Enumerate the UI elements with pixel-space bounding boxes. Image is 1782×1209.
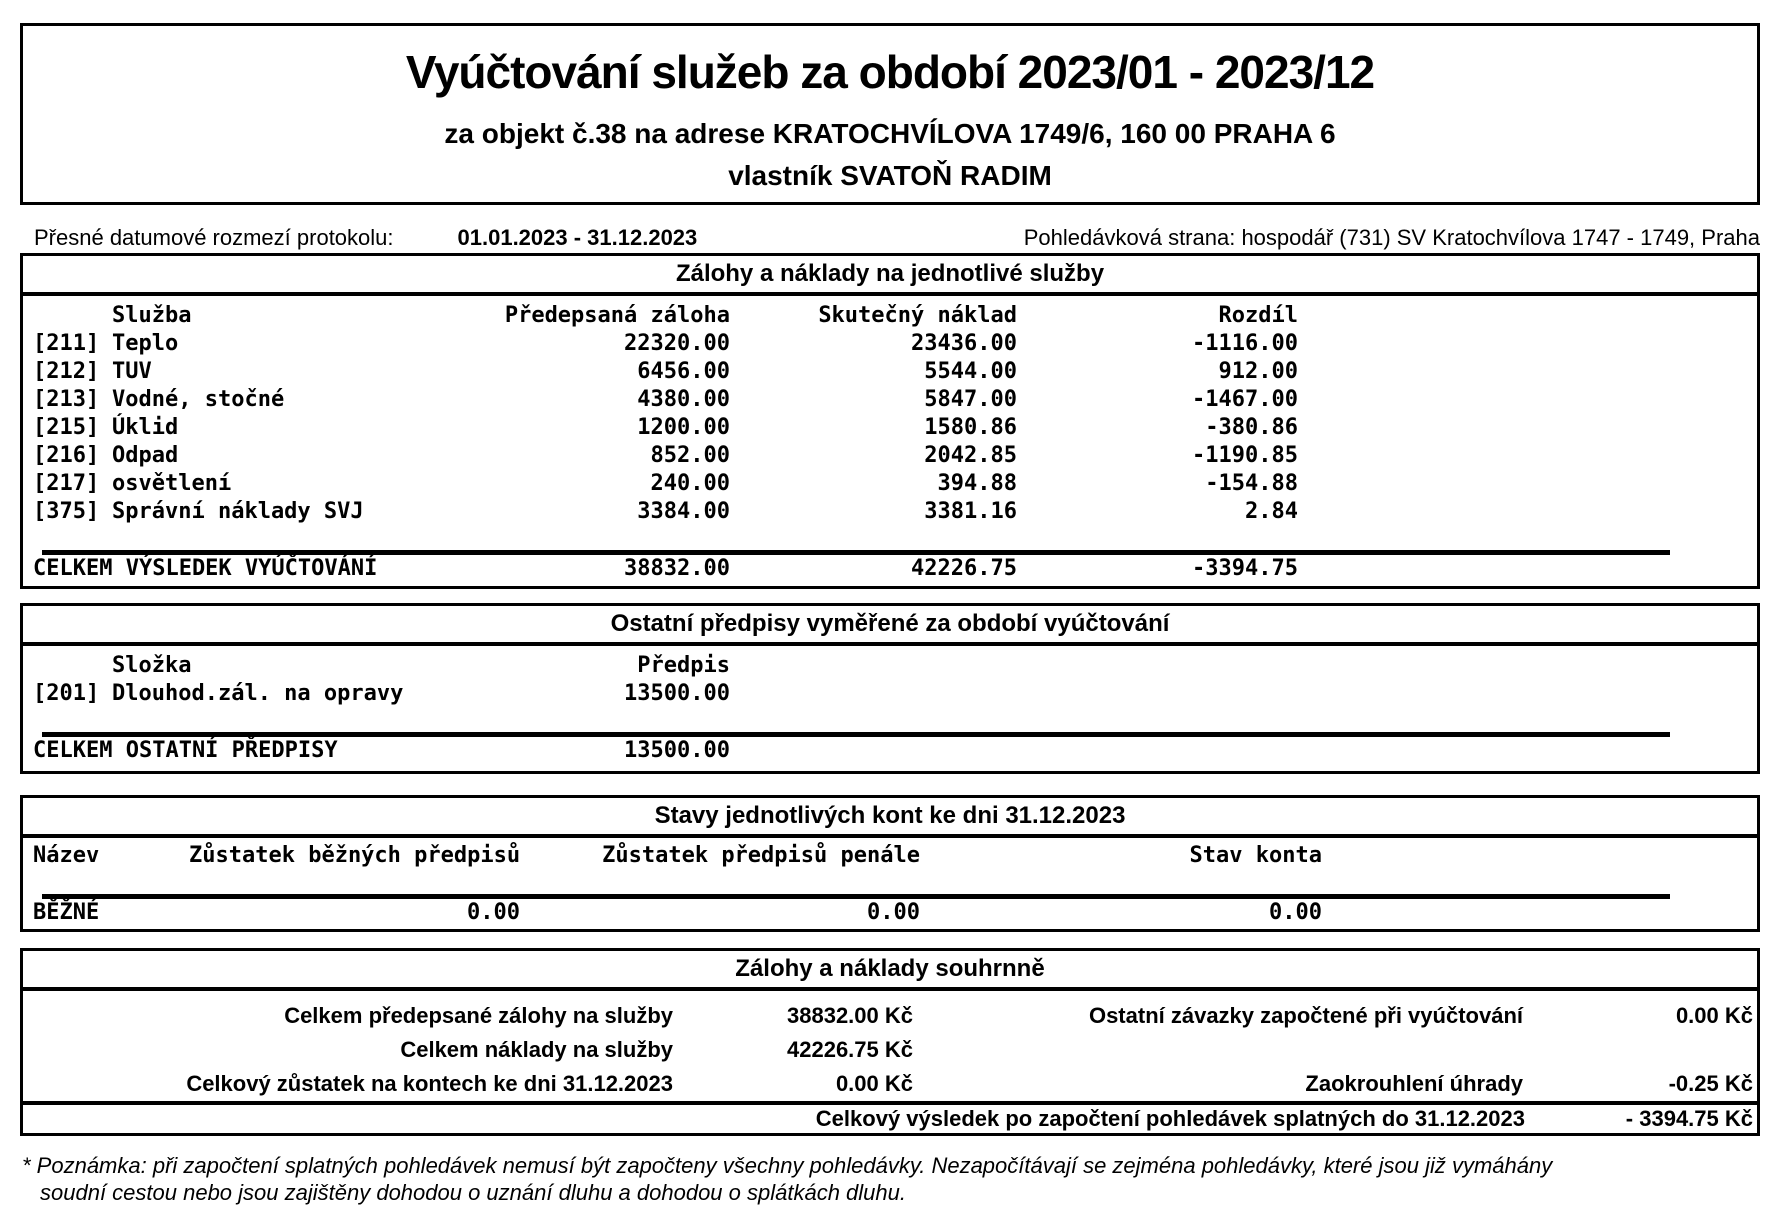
services-section-title: Zálohy a náklady na jednotlivé služby [23, 256, 1757, 296]
service-name: Vodné, stočné [112, 387, 285, 412]
services-total-label: CELKEM VÝSLEDEK VYÚČTOVÁNÍ [33, 556, 378, 581]
column-header-balance-regular: Zůstatek běžných předpisů [189, 843, 521, 868]
service-name-cell [33, 442, 433, 470]
other-charges-total-label: CELKEM OSTATNÍ PŘEDPISY [33, 738, 338, 763]
service-cost: 5847.00 [924, 387, 1017, 412]
accounts-section [20, 795, 1760, 932]
summary-left-label: Celkový zůstatek na kontech ke dni 31.12.2023 [186, 1071, 673, 1096]
service-row [33, 330, 1747, 358]
services-total-diff: -3394.75 [1192, 556, 1298, 581]
charge-amount: 13500.00 [624, 681, 730, 706]
summary-right-label: Zaokrouhlení úhrady [1305, 1071, 1523, 1096]
service-advance: 4380.00 [637, 387, 730, 412]
other-charges-header-row [33, 652, 1747, 680]
column-header-name: Název [33, 843, 100, 868]
service-name-cell [33, 414, 433, 442]
service-code: [215] [33, 415, 100, 440]
other-charges-section-title: Ostatní předpisy vyměřené za období vyúčtování [23, 606, 1757, 646]
charge-name: Dlouhod.zál. na opravy [112, 681, 404, 706]
accounts-header-row [33, 842, 1747, 870]
account-balance-penalty: 0.00 [867, 900, 920, 925]
service-advance: 3384.00 [637, 499, 730, 524]
service-code: [212] [33, 359, 100, 384]
services-rows [33, 330, 1747, 526]
service-advance: 1200.00 [637, 415, 730, 440]
summary-right-value: 0.00 Kč [1675, 1003, 1753, 1028]
date-range-label: Přesné datumové rozmezí protokolu: [34, 225, 394, 250]
services-header-row [33, 302, 1747, 330]
service-row [33, 442, 1747, 470]
charge-name-cell [33, 680, 433, 708]
column-header-cost: Skutečný náklad [818, 303, 1017, 328]
document-title: Vyúčtování služeb za období 2023/01 - 2023/12 [405, 46, 1375, 98]
column-header-service: Služba [112, 303, 192, 328]
summary-right-value [1523, 1033, 1757, 1067]
summary-right-label [913, 1033, 1523, 1067]
protocol-meta-row [20, 224, 1760, 252]
date-range-value: 01.01.2023 - 31.12.2023 [457, 225, 698, 250]
service-name-cell [33, 358, 433, 386]
owner-subtitle: vlastník SVATOŇ RADIM [728, 160, 1052, 191]
column-header-component: Složka [112, 653, 192, 678]
summary-left-value: 42226.75 Kč [787, 1037, 913, 1062]
accounts-row [33, 899, 1747, 927]
summary-final-value: - 3394.75 Kč [1625, 1106, 1753, 1131]
summary-right-value: -0.25 Kč [1668, 1071, 1753, 1096]
summary-left-label: Celkem náklady na služby [400, 1037, 673, 1062]
service-cost: 23436.00 [911, 331, 1017, 356]
summary-final-label: Celkový výsledek po započtení pohledávek splatných do 31.12.2023 [815, 1106, 1525, 1131]
accounts-section-title: Stavy jednotlivých kont ke dni 31.12.2023 [23, 798, 1757, 838]
footnote-line-1: * Poznámka: při započtení splatných pohledávek nemusí být započteny všechny pohledávky. Nezapočítávají se zejména pohledávky, které jsou již vymáhány [22, 1153, 1553, 1178]
services-total-advance: 38832.00 [624, 556, 730, 581]
summary-final-row [23, 1101, 1757, 1133]
service-name-cell [33, 386, 433, 414]
service-diff: -1467.00 [1192, 387, 1298, 412]
service-row [33, 386, 1747, 414]
summary-right-label: Ostatní závazky započtené při vyúčtování [1088, 1003, 1523, 1028]
service-name-cell [33, 470, 433, 498]
service-code: [211] [33, 331, 100, 356]
service-advance: 22320.00 [624, 331, 730, 356]
service-advance: 6456.00 [637, 359, 730, 384]
service-name: TUV [112, 359, 152, 384]
service-name-cell [33, 330, 433, 358]
column-header-account-state: Stav konta [1189, 843, 1322, 868]
service-code: [213] [33, 387, 100, 412]
services-total-cost: 42226.75 [911, 556, 1017, 581]
service-row [33, 414, 1747, 442]
footnote-line-2: soudní cestou nebo jsou zajištěny dohodou o uznání dluhu a dohodou o splátkách dluhu. [40, 1180, 906, 1205]
service-name: Správní náklady SVJ [112, 499, 364, 524]
service-cost: 3381.16 [924, 499, 1017, 524]
service-code: [217] [33, 471, 100, 496]
charge-code: [201] [33, 681, 100, 706]
service-diff: 912.00 [1218, 359, 1298, 384]
summary-section [20, 948, 1760, 1136]
service-cost: 5544.00 [924, 359, 1017, 384]
column-header-diff: Rozdíl [1218, 303, 1298, 328]
column-header-advance: Předepsaná záloha [504, 303, 730, 328]
service-code: [216] [33, 443, 100, 468]
service-name-cell [33, 498, 433, 526]
column-header-balance-penalty: Zůstatek předpisů penále [602, 843, 920, 868]
service-advance: 852.00 [650, 443, 730, 468]
other-charges-table [23, 646, 1757, 765]
summary-left-value: 38832.00 Kč [787, 1003, 913, 1028]
service-diff: -1116.00 [1192, 331, 1298, 356]
summary-rows [23, 991, 1757, 1101]
other-charges-row [33, 680, 1747, 708]
service-name: Teplo [112, 331, 179, 356]
title-box [20, 23, 1760, 205]
summary-left-value: 0.00 Kč [835, 1071, 913, 1096]
service-row [33, 358, 1747, 386]
summary-section-title: Zálohy a náklady souhrnně [23, 951, 1757, 991]
service-code: [375] [33, 499, 100, 524]
other-charges-total-amount: 13500.00 [624, 738, 730, 763]
account-balance-regular: 0.00 [467, 900, 520, 925]
service-name: osvětlení [112, 471, 232, 496]
service-diff: -380.86 [1205, 415, 1298, 440]
other-charges-section [20, 603, 1760, 774]
services-table [23, 296, 1757, 583]
footnote [22, 1152, 1772, 1206]
service-name: Odpad [112, 443, 179, 468]
service-diff: 2.84 [1245, 499, 1298, 524]
service-row [33, 498, 1747, 526]
service-cost: 1580.86 [924, 415, 1017, 440]
date-range-group [20, 225, 697, 251]
column-header-prescription: Předpis [637, 653, 730, 678]
accounts-table [23, 838, 1757, 927]
service-advance: 240.00 [650, 471, 730, 496]
account-state: 0.00 [1269, 900, 1322, 925]
service-cost: 2042.85 [924, 443, 1017, 468]
summary-left-label: Celkem předepsané zálohy na služby [284, 1003, 673, 1028]
service-cost: 394.88 [937, 471, 1017, 496]
creditor-info: Pohledávková strana: hospodář (731) SV Kratochvílova 1747 - 1749, Praha [1023, 225, 1760, 250]
service-diff: -1190.85 [1192, 443, 1298, 468]
object-address-subtitle: za objekt č.38 na adrese KRATOCHVÍLOVA 1749/6, 160 00 PRAHA 6 [444, 118, 1336, 149]
services-section [20, 253, 1760, 589]
account-name: BĚŽNÉ [33, 900, 100, 925]
service-diff: -154.88 [1205, 471, 1298, 496]
other-charges-total-row [33, 737, 1747, 765]
service-name: Úklid [112, 415, 179, 440]
service-row [33, 470, 1747, 498]
services-total-row [33, 555, 1747, 583]
